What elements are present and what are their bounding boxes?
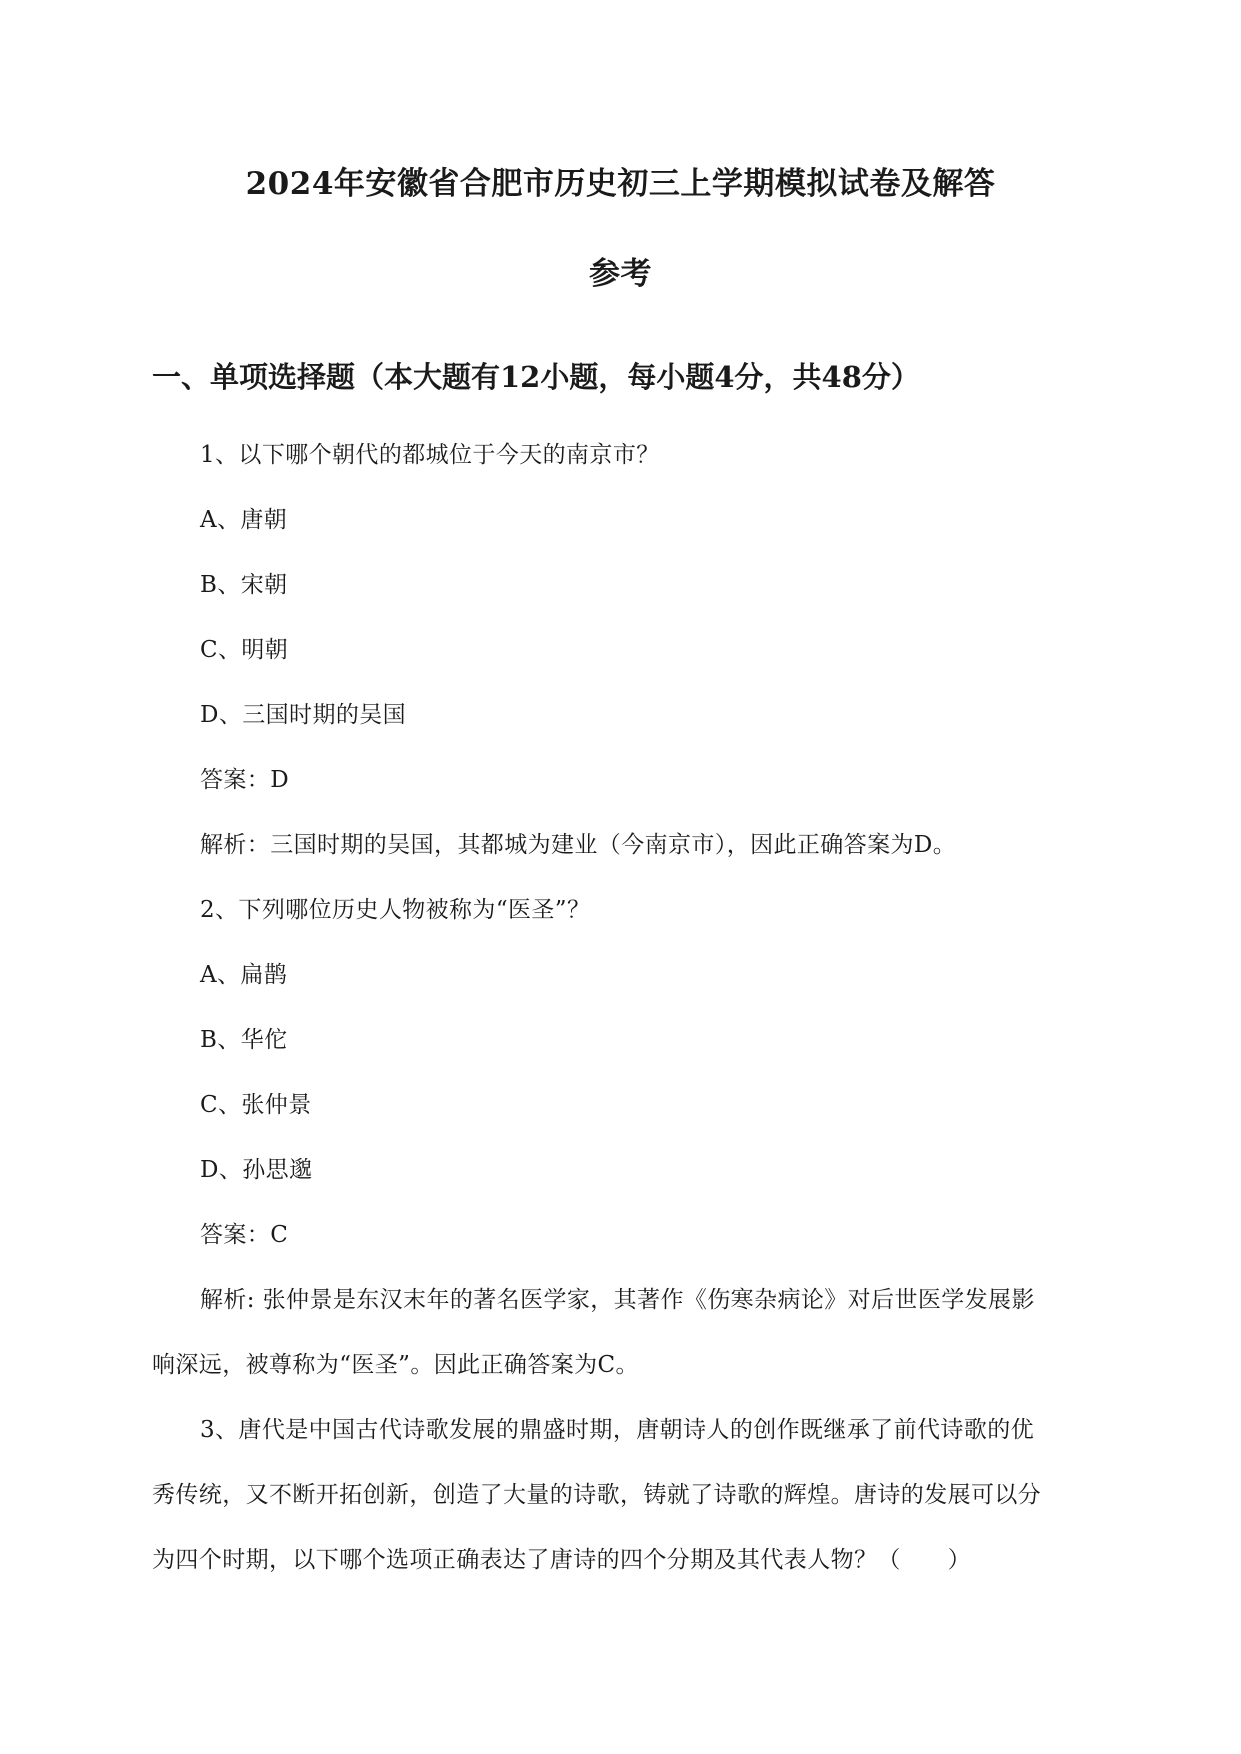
question-1-option-c: C、明朝 (200, 637, 289, 663)
question-1-analysis: 解析：三国时期的吴国，其都城为建业（今南京市），因此正确答案为D。 (200, 832, 957, 858)
question-2-stem: 2、下列哪位历史人物被称为“医圣”？ (200, 897, 591, 923)
question-2-analysis-line-2: 响深远，被尊称为“医圣”。因此正确答案为C。 (152, 1352, 639, 1378)
question-2-analysis-line-1: 解析: 张仲景是东汉末年的著名医学家，其著作《伤寒杂病论》对后世医学发展影 (200, 1287, 1035, 1313)
document-title-line-2: 参考 (589, 256, 652, 292)
question-1-option-b: B、宋朝 (200, 572, 288, 598)
question-2-answer: 答案：C (200, 1222, 289, 1248)
document-title-line-1: 2024年安徽省合肥市历史初三上学期模拟试卷及解答 (245, 166, 996, 202)
question-1-option-a: A、唐朝 (200, 507, 288, 533)
question-1-answer: 答案：D (200, 767, 290, 793)
question-2-option-b: B、华佗 (200, 1027, 288, 1053)
question-1-option-d: D、三国时期的吴国 (200, 702, 407, 728)
question-1-stem: 1、以下哪个朝代的都城位于今天的南京市？ (200, 442, 660, 468)
question-3-stem-line-3: 为四个时期，以下哪个选项正确表达了唐诗的四个分期及其代表人物？（ ） (152, 1547, 971, 1573)
section-heading: 一、单项选择题（本大题有12小题，每小题4分，共48分） (152, 360, 920, 394)
question-3-stem-line-1: 3、唐代是中国古代诗歌发展的鼎盛时期，唐朝诗人的创作既继承了前代诗歌的优 (200, 1417, 1035, 1443)
question-2-option-a: A、扁鹊 (200, 962, 288, 988)
question-2-option-d: D、孙思邈 (200, 1157, 313, 1183)
question-3-stem-line-2: 秀传统，又不断开拓创新，创造了大量的诗歌，铸就了诗歌的辉煌。唐诗的发展可以分 (152, 1482, 1042, 1508)
question-2-option-c: C、张仲景 (200, 1092, 312, 1118)
